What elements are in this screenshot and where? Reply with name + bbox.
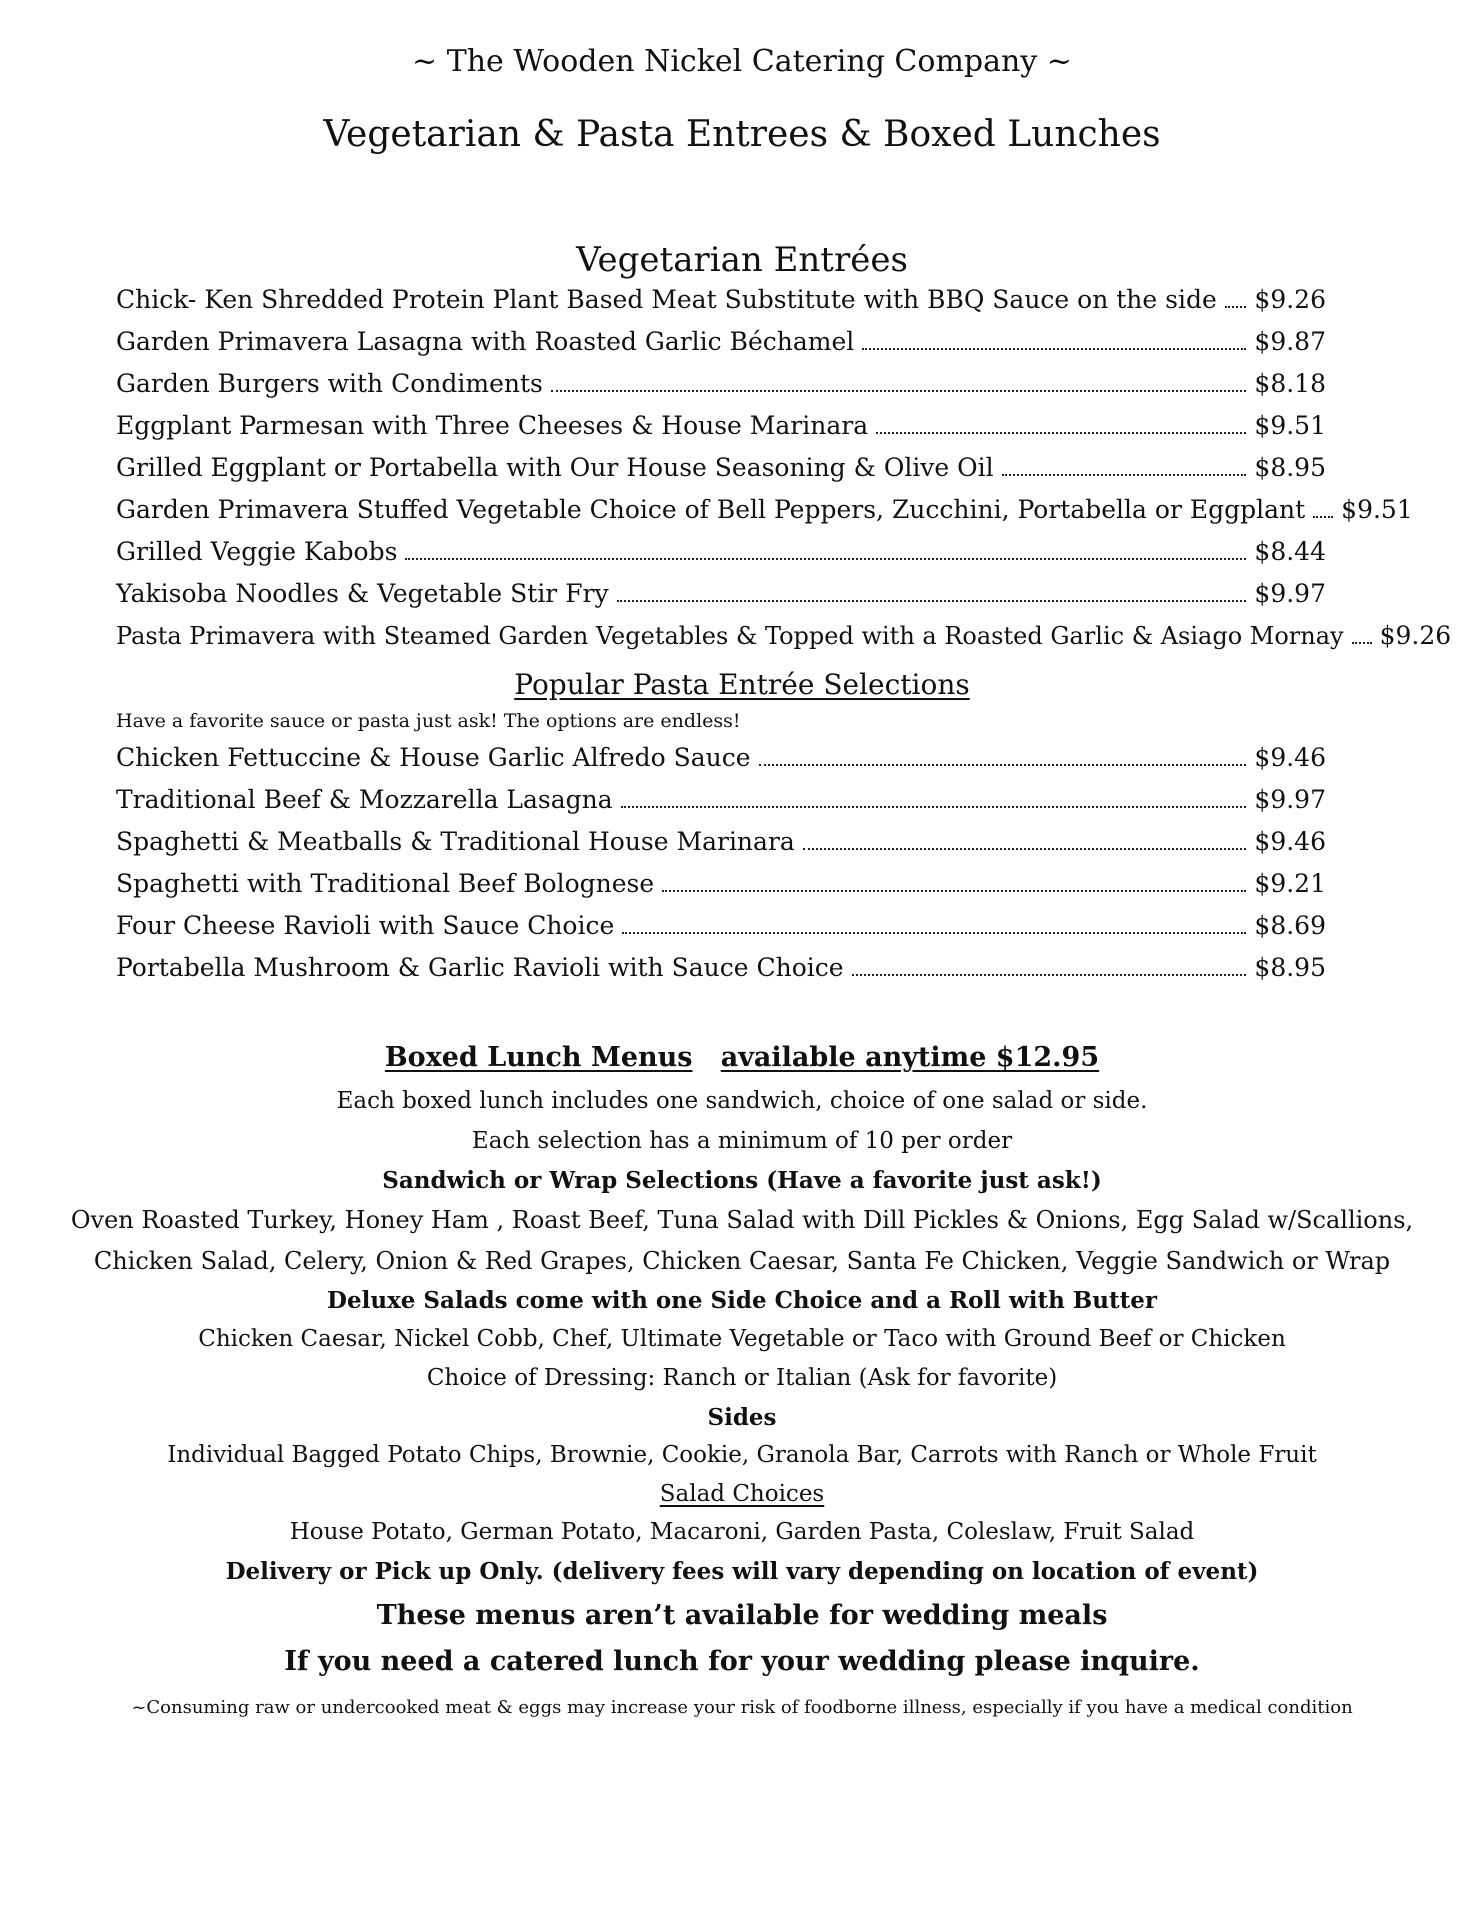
pasta-heading: Popular Pasta Entrée Selections (514, 668, 970, 701)
boxed-line-minimum: Each selection has a minimum of 10 per order (471, 1128, 1013, 1154)
delivery-note: Delivery or Pick up Only. (delivery fees will vary depending on location of event) (225, 1558, 1259, 1585)
dot-leader (662, 890, 1246, 892)
deluxe-salads-heading: Deluxe Salads come with one Side Choice and a Roll with Butter (327, 1287, 1157, 1314)
menu-item-price: $9.51 (1341, 495, 1413, 524)
dot-leader (622, 932, 1246, 934)
dot-leader (862, 348, 1246, 350)
menu-item-name: Four Cheese Ravioli with Sauce Choice (116, 911, 615, 940)
wedding-note: These menus aren’t available for wedding meals (376, 1600, 1108, 1631)
company-name: ~ The Wooden Nickel Catering Company ~ (412, 44, 1072, 79)
menu-item-price: $8.44 (1254, 537, 1326, 566)
deluxe-salads-list: Chicken Caesar, Nickel Cobb, Chef, Ultimate Vegetable or Taco with Ground Beef or Chicken (198, 1326, 1286, 1352)
salad-choices-list: House Potato, German Potato, Macaroni, Garden Pasta, Coleslaw, Fruit Salad (289, 1519, 1195, 1545)
wedding-inquire-note: If you need a catered lunch for your wedding please inquire. (284, 1646, 1200, 1677)
menu-item-price: $9.26 (1379, 621, 1452, 650)
salad-choices-heading: Salad Choices (659, 1481, 825, 1507)
menu-row (116, 327, 1326, 369)
boxed-lunch-price: available anytime $12.95 (720, 1042, 1100, 1073)
pasta-list (116, 743, 1326, 995)
menu-item-name: Spaghetti with Traditional Beef Bolognese (116, 869, 655, 898)
menu-item-name: Grilled Eggplant or Portabella with Our House Seasoning & Olive Oil (116, 453, 994, 482)
menu-row (116, 621, 1452, 663)
sandwich-list-line-2: Chicken Salad, Celery, Onion & Red Grapes, Chicken Caesar, Santa Fe Chicken, Veggie Sandwich or Wrap (93, 1247, 1391, 1275)
menu-item-name: Garden Burgers with Condiments (116, 369, 543, 398)
dot-leader (803, 848, 1247, 850)
menu-row (116, 911, 1326, 953)
menu-row (116, 411, 1326, 453)
menu-item-price: $9.97 (1254, 579, 1326, 608)
menu-item-name: Pasta Primavera with Steamed Garden Vegetables & Topped with a Roasted Garlic & Asiago Mornay (116, 622, 1344, 650)
dot-leader (617, 600, 1247, 602)
boxed-line-includes: Each boxed lunch includes one sandwich, choice of one salad or side. (336, 1088, 1148, 1114)
boxed-lunch-title: Boxed Lunch Menus (384, 1042, 693, 1073)
menu-item-name: Eggplant Parmesan with Three Cheeses & House Marinara (116, 411, 869, 440)
vegetarian-list (116, 285, 1452, 663)
menu-item-price: $9.21 (1254, 869, 1326, 898)
menu-item-price: $9.51 (1254, 411, 1326, 440)
menu-item-price: $9.97 (1254, 785, 1326, 814)
menu-row (116, 579, 1326, 621)
dot-leader (1002, 474, 1247, 476)
menu-row (116, 785, 1326, 827)
menu-row (116, 827, 1326, 869)
menu-item-name: Chicken Fettuccine & House Garlic Alfredo Sauce (116, 743, 751, 772)
menu-item-price: $9.46 (1254, 743, 1326, 772)
boxed-lunch-heading (0, 1042, 1484, 1073)
dot-leader (551, 390, 1247, 392)
sides-heading: Sides (707, 1404, 777, 1431)
dressing-choice: Choice of Dressing: Ranch or Italian (Ask for favorite) (426, 1365, 1058, 1391)
menu-item-price: $8.95 (1254, 953, 1326, 982)
sides-list: Individual Bagged Potato Chips, Brownie, Cookie, Granola Bar, Carrots with Ranch or Whole Fruit (167, 1442, 1317, 1468)
sandwich-heading: Sandwich or Wrap Selections (Have a favorite just ask!) (382, 1167, 1102, 1194)
menu-item-price: $8.95 (1254, 453, 1326, 482)
menu-row (116, 743, 1326, 785)
dot-leader (405, 558, 1246, 560)
menu-item-price: $9.46 (1254, 827, 1326, 856)
menu-item-price: $9.26 (1254, 285, 1326, 314)
pasta-note: Have a favorite sauce or pasta just ask! The options are endless! (116, 710, 741, 732)
menu-item-name: Traditional Beef & Mozzarella Lasagna (116, 785, 613, 814)
menu-item-name: Garden Primavera Stuffed Vegetable Choice of Bell Peppers, Zucchini, Portabella or Eggplant (116, 495, 1306, 524)
menu-item-price: $8.18 (1254, 369, 1326, 398)
menu-row (116, 495, 1413, 537)
menu-item-price: $8.69 (1254, 911, 1326, 940)
menu-row (116, 869, 1326, 911)
menu-row (116, 285, 1326, 327)
menu-item-name: Spaghetti & Meatballs & Traditional House Marinara (116, 827, 795, 856)
dot-leader (1352, 642, 1372, 644)
menu-item-name: Yakisoba Noodles & Vegetable Stir Fry (116, 579, 609, 608)
menu-row (116, 369, 1326, 411)
page-title: Vegetarian & Pasta Entrees & Boxed Lunches (323, 114, 1161, 155)
vegetarian-heading: Vegetarian Entrées (576, 240, 908, 280)
menu-row (116, 453, 1326, 495)
dot-leader (1225, 306, 1247, 308)
dot-leader (876, 432, 1246, 434)
menu-item-name: Garden Primavera Lasagna with Roasted Garlic Béchamel (116, 327, 855, 356)
menu-row (116, 537, 1326, 579)
dot-leader (621, 806, 1247, 808)
menu-item-price: $9.87 (1254, 327, 1326, 356)
menu-item-name: Grilled Veggie Kabobs (116, 537, 398, 566)
menu-item-name: Chick- Ken Shredded Protein Plant Based Meat Substitute with BBQ Sauce on the side (116, 285, 1217, 314)
menu-row (116, 953, 1326, 995)
food-safety-disclaimer: ~Consuming raw or undercooked meat & eggs may increase your risk of foodborne illness, especially if you have a medical condition (131, 1697, 1353, 1718)
sandwich-list-line-1: Oven Roasted Turkey, Honey Ham , Roast Beef, Tuna Salad with Dill Pickles & Onions, Egg Salad w/Scallions, (70, 1206, 1414, 1234)
dot-leader (1313, 516, 1333, 518)
dot-leader (759, 764, 1247, 766)
dot-leader (852, 974, 1247, 976)
menu-item-name: Portabella Mushroom & Garlic Ravioli with Sauce Choice (116, 953, 844, 982)
